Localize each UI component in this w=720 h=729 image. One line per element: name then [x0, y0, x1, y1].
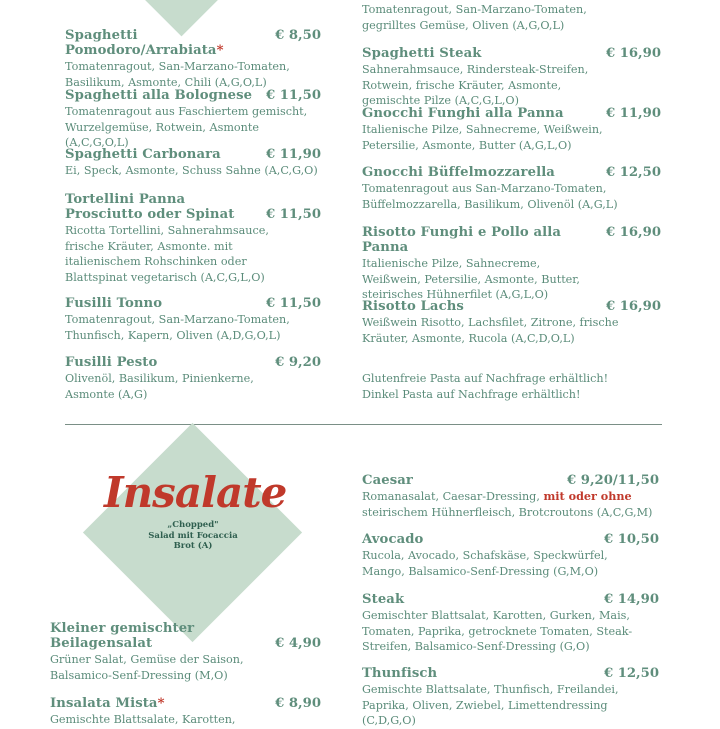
item-description: Weißwein Risotto, Lachsfilet, Zitrone, frische Kräuter, Asmonte, Rucola (A,C,D,O,L)	[362, 316, 619, 345]
item-price: € 8,50	[275, 28, 321, 43]
item-description: Gemischte Blattsalate, Karotten,	[50, 713, 236, 726]
menu-item	[362, 106, 661, 153]
item-name: Tortellini Panna Prosciutto oder Spinat	[65, 192, 235, 222]
item-description: Ei, Speck, Asmonte, Schuss Sahne (A,C,G,O)	[65, 164, 318, 177]
menu-item	[65, 147, 321, 179]
item-description: Tomatenragout aus San-Marzano-Tomaten, Büffelmozzarella, Basilikum, Olivenöl (A,G,L)	[362, 182, 618, 211]
highlight-text: mit oder ohne	[543, 489, 632, 503]
item-name: Gnocchi Büffelmozzarella	[362, 165, 555, 180]
item-price: € 8,90	[275, 696, 321, 711]
item-name: Avocado	[362, 532, 424, 547]
item-description: Gemischte Blattsalate, Thunfisch, Freilandei, Paprika, Oliven, Zwiebel, Limettendressing (C,D,G,O)	[362, 683, 619, 727]
item-description: Tomatenragout aus Faschiertem gemischt, Wurzelgemüse, Rotwein, Asmonte (A,C,G,O,L)	[65, 105, 308, 149]
item-description: Olivenöl, Basilikum, Pinienkerne, Asmonte (A,G)	[65, 372, 254, 401]
section-divider	[65, 424, 662, 425]
menu-item	[65, 296, 321, 343]
item-description: Italienische Pilze, Sahnecreme, Weißwein, Petersilie, Asmonte, Butter, steirisches Hühnerfilet (A,G,L,O)	[362, 257, 580, 301]
section-subtitle: „Chopped" Salad mit Focaccia Brot (A)	[148, 520, 238, 551]
menu-item	[362, 473, 659, 520]
menu-item	[362, 46, 661, 109]
item-description: Rucola, Avocado, Schafskäse, Speckwürfel, Mango, Balsamico-Senf-Dressing (G,M,O)	[362, 549, 608, 578]
item-name: Kleiner gemischter Beilagensalat	[50, 621, 195, 651]
item-name: Steak	[362, 592, 405, 607]
item-description-fragment: Tomatenragout, San-Marzano-Tomaten, gegrilltes Gemüse, Oliven (A,G,O,L)	[362, 3, 587, 32]
menu-item	[362, 592, 659, 655]
item-price: € 16,90	[605, 46, 661, 61]
item-name: Risotto Lachs	[362, 299, 464, 314]
menu-item	[65, 88, 321, 151]
item-description: Gemischter Blattsalat, Karotten, Gurken, Mais, Tomaten, Paprika, getrocknete Tomaten, Steak-Streifen, Balsamico-Senf-Dressing (G,O)	[362, 609, 633, 653]
item-description: Ricotta Tortellini, Sahnerahmsauce, frische Kräuter, Asmonte. mit italienischem Rohschinken oder Blattspinat vegetarisch (A,C,G,L,O)	[65, 224, 269, 284]
item-price: € 16,90	[605, 299, 661, 314]
item-price: € 4,90	[275, 636, 321, 651]
item-price: € 14,90	[603, 592, 659, 607]
menu-item	[50, 621, 321, 683]
item-name: Spaghetti alla Bolognese	[65, 88, 253, 103]
item-name: Spaghetti Pomodoro/Arrabiata*	[65, 28, 224, 58]
menu-item	[362, 225, 661, 303]
item-description: Sahnerahmsauce, Rindersteak-Streifen, Rotwein, frische Kräuter, Asmonte, gemischte Pilze (A,C,G,L,O)	[362, 63, 589, 107]
menu-item	[65, 355, 321, 402]
item-price: € 11,50	[265, 88, 321, 103]
item-price: € 12,50	[603, 666, 659, 681]
item-name: Fusilli Pesto	[65, 355, 158, 370]
pasta-note	[362, 371, 662, 402]
item-description: Tomatenragout, San-Marzano-Tomaten, Thunfisch, Kapern, Oliven (A,D,G,O,L)	[65, 313, 290, 342]
star-marker: *	[157, 696, 165, 711]
item-price: € 16,90	[605, 225, 661, 240]
gluten-free-note: Glutenfreie Pasta auf Nachfrage erhältlich!	[362, 372, 609, 385]
item-name: Gnocchi Funghi alla Panna	[362, 106, 564, 121]
item-price: € 11,50	[265, 296, 321, 311]
menu-item	[65, 192, 321, 285]
spelt-note: Dinkel Pasta auf Nachfrage erhältlich!	[362, 387, 581, 401]
item-price: € 12,50	[605, 165, 661, 180]
menu-item	[362, 532, 659, 579]
menu-item	[362, 666, 659, 729]
item-price: € 11,50	[265, 207, 321, 222]
item-name: Spaghetti Carbonara	[65, 147, 221, 162]
item-name: Spaghetti Steak	[362, 46, 482, 61]
item-price: € 11,90	[265, 147, 321, 162]
section-title: Insalate	[104, 468, 287, 517]
menu-item	[362, 299, 661, 346]
item-price: € 10,50	[603, 532, 659, 547]
item-description: Tomatenragout, San-Marzano-Tomaten, Basilikum, Asmonte, Chili (A,G,O,L)	[65, 60, 290, 89]
item-description: Romanasalat, Caesar-Dressing, mit oder ohne steirischem Hühnerfleisch, Brotcroutons (A,C,G,M)	[362, 489, 653, 519]
star-marker: *	[216, 43, 224, 58]
item-price: € 9,20/11,50	[567, 473, 659, 488]
menu-item	[50, 696, 321, 728]
menu-item	[362, 165, 661, 212]
item-name: Fusilli Tonno	[65, 296, 163, 311]
item-description: Italienische Pilze, Sahnecreme, Weißwein, Petersilie, Asmonte, Butter (A,G,L,O)	[362, 123, 603, 152]
item-name: Caesar	[362, 473, 413, 488]
item-name: Insalata Mista*	[50, 696, 165, 711]
menu-item	[65, 28, 321, 90]
item-price: € 11,90	[605, 106, 661, 121]
item-description: Grüner Salat, Gemüse der Saison, Balsamico-Senf-Dressing (M,O)	[50, 653, 244, 682]
item-name: Risotto Funghi e Pollo alla Panna	[362, 225, 562, 255]
item-name: Thunfisch	[362, 666, 438, 681]
item-price: € 9,20	[275, 355, 321, 370]
